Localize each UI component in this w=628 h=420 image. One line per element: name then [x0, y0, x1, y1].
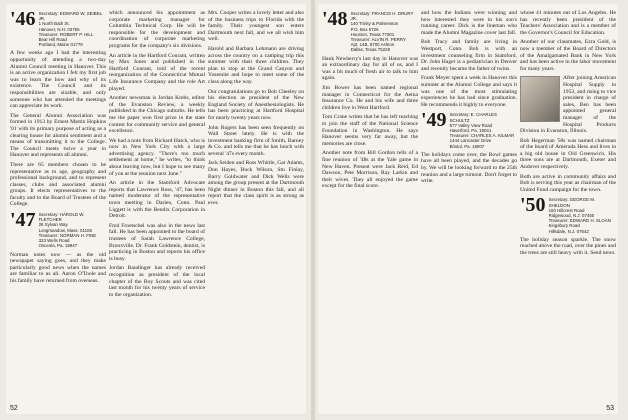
class-year: '50	[520, 194, 546, 217]
column-paragraph: The holiday season sparkle. The snow reached above the road, over the pines and the trees are still heavy with it. Send news.	[520, 236, 616, 257]
officer-line: Bristol, Pa. 19007	[449, 143, 485, 149]
officer-line: Hanover, N.H. 03755	[38, 26, 80, 32]
class-officers	[351, 10, 418, 53]
column-paragraph: Jordan Baudinger has already received recognition as president of the local chapter of the Boy Scouts and was cited last month for his twenty years of service to the organization.	[109, 265, 205, 298]
column-paragraph: Jim Bower has been named regional manager in Connecticut for the Aetna Insurance Co. He and his wife and three children live in West Hartford.	[322, 85, 418, 111]
page-number: 52	[10, 405, 18, 412]
officer-line: 577 Valley View Road	[449, 122, 493, 128]
officer-line: Haverford, Pa. 19041	[449, 127, 492, 133]
left-column-1	[10, 10, 106, 287]
officer-line: Secretary: EDWARD W. SEIBEL JR.	[38, 11, 102, 22]
class-year: '48	[322, 8, 348, 30]
classmate-photo	[520, 76, 560, 122]
class-header-49	[421, 111, 517, 148]
officer-line: Osceola, Pa. 19947	[38, 243, 78, 249]
officer-line: Secretary: E. CHARLES SCHULTZ	[449, 112, 497, 123]
column-paragraph: Fred Froetschel was also in the news last fall. He has been appointed to the board of trustees of Sarah Lawrence College, Bronxville. Dr. Frank Goldstein, dentist, is practicing in Boston and reports his office is busy.	[109, 222, 205, 262]
officer-line: Hillsdale, N.J. 07642	[548, 228, 589, 234]
column-paragraph: The General Alumni Association was formed in 1913 by Ernest Martin Hopkins '01 with its primary purpose of acting as a clearing house for alumni sentiment and a means of transmitting it to the College. The Council meets twice a year in Hanover and represents all alumni.	[10, 112, 106, 159]
officer-line: Houston, Texas 77001	[350, 31, 395, 37]
column-paragraph: Bob Hegerman '50s was named chairman of the board of Amerada Hess and lives in a big old house in Old Greenwich. His three sons are at Dartmouth, Exeter and Andover respectively.	[520, 137, 616, 171]
class-officers	[39, 10, 106, 47]
right-column-1	[322, 10, 418, 193]
left-page	[6, 4, 306, 414]
officer-line: Secretary: FRANCIS H. DRURY JR.	[350, 11, 414, 22]
officer-line: Longmeadow, Mass. 01106	[38, 227, 92, 233]
column-paragraph: An article in the Hartford Courant, written by Max Jones and published in the Hartford Courant, told of the recent reorganization of the Connecticut Mutual Life Insurance Company and the role Art played.	[109, 52, 205, 92]
column-paragraph: A few weeks ago I had the interesting opportunity of attending a two-day Alumni Council meeting in Hanover. This is an active organization I felt my first job was to learn the how and why of its existence. The Council and its responsibilities are sizable, and only someone who has attended the meetings can appreciate its work.	[10, 50, 106, 110]
officer-line: Treasurer: EDWARD H. SLOAN	[548, 218, 611, 224]
class-year: '46	[10, 8, 36, 30]
column-paragraph: After joining American Hospital Supply in 1953, and rising to vice president in charge of sales, Ben has been appointed general manager of the Hospital Products Division in Evanston, Illinois.	[520, 75, 616, 135]
page-gutter	[311, 0, 315, 420]
right-page	[318, 4, 618, 414]
column-paragraph: whose 41 minutes out of Los Angeles. He has recently been president of the Teachers' Association and is a member of the Governor's Council for Education.	[520, 10, 616, 36]
officer-line: Treasurer: ROBERT P. HILL	[38, 31, 94, 37]
column-paragraph: The holidays come over, the Bowl games have all been played, and the decades go by. We will be looking forward to the 25th reunion and a large turnout. Don't forget to write.	[421, 151, 517, 185]
class-year: '49	[421, 109, 447, 132]
officer-line: Dallas, Texas 75228	[350, 47, 391, 53]
column-paragraph: Another newsman is Jordan Krebs, editor of the Evanston Review, a weekly published in the Chicago suburbs. He tells me the paper won first prize in the state contest for community service and general excellence.	[109, 95, 205, 135]
column-paragraph: Our congratulations go to Bob Cheeley on his election as president of the New England Society of Anesthesiologists. He has been practicing at Hartford Hospital for nearly twenty years now.	[208, 88, 304, 121]
left-column-3	[208, 10, 304, 210]
class-officers	[450, 111, 517, 148]
column-paragraph: Bob Tracy and family are living in Westport, Conn. Bob is with an investment counseling firm in Stamford. Dr. John Hager is a pediatrician in Denver and recently became the father of twins.	[421, 39, 517, 72]
class-header-48	[322, 10, 418, 53]
officer-line: Treasurer: ALVIN R. PERRY	[350, 37, 406, 43]
column-paragraph: and how the Indians were winning and how interested they were in his son's running career. Dick is the lineman who made the Alumni Magazine cover last fall.	[421, 10, 517, 36]
officer-line: Secretary: HAROLD W. FLETCHER	[38, 212, 85, 223]
officer-line: 140 Trinity & Palmerston	[350, 21, 399, 27]
left-column-2	[109, 10, 205, 301]
officer-line: P.O. Box 5726	[350, 26, 379, 32]
class-year: '47	[10, 209, 36, 232]
column-paragraph: Harold and Barbara Lehmann are driving across the country on a camping trip this summer with their three children. They plan to stop at the Grand Canyon and Yosemite and hope to meet some of the class along the way.	[208, 45, 304, 85]
column-paragraph: Another of our classmates, Ezra Gold, is now a member of the Board of Directors of the Amalgamated Bank in New York and has been active in the labor movement for many years.	[520, 39, 616, 72]
officer-line: Secretary: GEORGE M. SHELDON	[548, 197, 596, 208]
column-paragraph: Another note from Bill Gordon tells of a fine reunion of '48s at the Yale game in New Haven. Present were Jack Reid, Ed Dawson, Pete Morrison, Ray Larkin and their wives. They all enjoyed the game except for the final score.	[322, 150, 418, 190]
column-paragraph: Both are active in community affairs and Bob is serving this year as chairman of the United Fund campaign for the town.	[520, 173, 616, 193]
column-paragraph: Mrs. Cooper writes a lovely letter and also of the business trips to Florida with the family. Their youngest son enters Dartmouth next fall, and we all wish him well.	[208, 10, 304, 43]
column-paragraph: Hank Newberry's last day in Hanover was an extraordinary day for all of us, and I was a bit much of fresh air to talk to him again.	[322, 55, 418, 82]
column-paragraph: An article in the Stamford Advocate reports that Lawrence Ross, '47, has been named moderator of the representative town meeting in Darien, Conn. Paul Liggett is with the Bendix Corporation in Detroit.	[109, 180, 205, 220]
officer-line: 150 Hillcrest Road	[548, 207, 585, 213]
officer-line: 26 Sylvan Way	[38, 222, 68, 228]
class-officers	[549, 196, 616, 233]
class-header-47	[10, 211, 106, 248]
officer-line: Ridgewood, N.J. 07450	[548, 213, 595, 219]
column-paragraph: Frank Meyer spent a week in Hanover this summer at the Alumni College and says it was one of the most stimulating experiences he has had since graduation. He recommends it highly to everyone.	[421, 75, 517, 108]
officer-line: Portland, Maine 01779	[38, 42, 83, 48]
column-paragraph: There are 65 members chosen to be representative as to age, geography and professional background, and to represent classes, clubs and associated alumni groups. It elects representatives to the faculty and to the Board of Trustees of the College.	[10, 161, 106, 208]
officer-line: 1 North Bath St.	[38, 21, 70, 27]
officer-line: Bear Hill Road	[38, 37, 67, 43]
column-paragraph: Norman notes now — as the old newspaper saying goes, and they make particularly good news when the names are familiar to us all. Aaron O'Toole and his family have returned from overseas.	[10, 251, 106, 284]
officer-line: Treasurer: CHARLES A. KILMAR	[449, 133, 515, 139]
column-paragraph: which announced his appointment as corporate marketing manager for Columbia Technical Corp. He will be responsible for the development and coordination of corporate marketing programs for the company's six divisions.	[109, 10, 205, 49]
class-header-46	[10, 10, 106, 47]
column-paragraph: Jack Seiden and Ross Whittle, Gar Adams, Don Hayes, Buck Wilson, Stu Finlay, Barry Goldwater and Dick Wells were among the group present at the Dartmouth Night dinner in Boston this fall, and all report that the class spirit is as strong as ever.	[208, 160, 304, 207]
page-number: 53	[606, 405, 614, 412]
officer-line: Treasurer: NORMAN H. FINE	[38, 232, 97, 238]
class-officers	[39, 211, 106, 248]
column-paragraph: We had a note from Richard Hatch, who is now in New York City with a large advertising agency. "There's too much settlement at home," he writes, "to think about leaving now, but I hope to see many of you at the reunion next June."	[109, 137, 205, 177]
column-paragraph: John Rogers has been seen frequently on Wall Street lately. He is with the investment banking firm of Smith, Barney & Co. and tells me that he has lunch with several '47s every month.	[208, 124, 304, 157]
class-header-50	[520, 196, 616, 233]
officer-line: Kingsbury Road	[548, 223, 580, 229]
right-column-3	[520, 10, 616, 260]
officer-line: 1444 Lancaster Drive	[449, 138, 492, 144]
officer-line: Apt. 14B, 8700 Ashton	[350, 42, 395, 48]
column-paragraph: Tom Crane writes that he has left teaching to join the staff of the National Science Foundation in Washington. He says Hanover seems very far away, but the memories are close.	[322, 114, 418, 147]
right-column-2	[421, 10, 517, 188]
officer-line: 333 Wells Road	[38, 238, 70, 244]
